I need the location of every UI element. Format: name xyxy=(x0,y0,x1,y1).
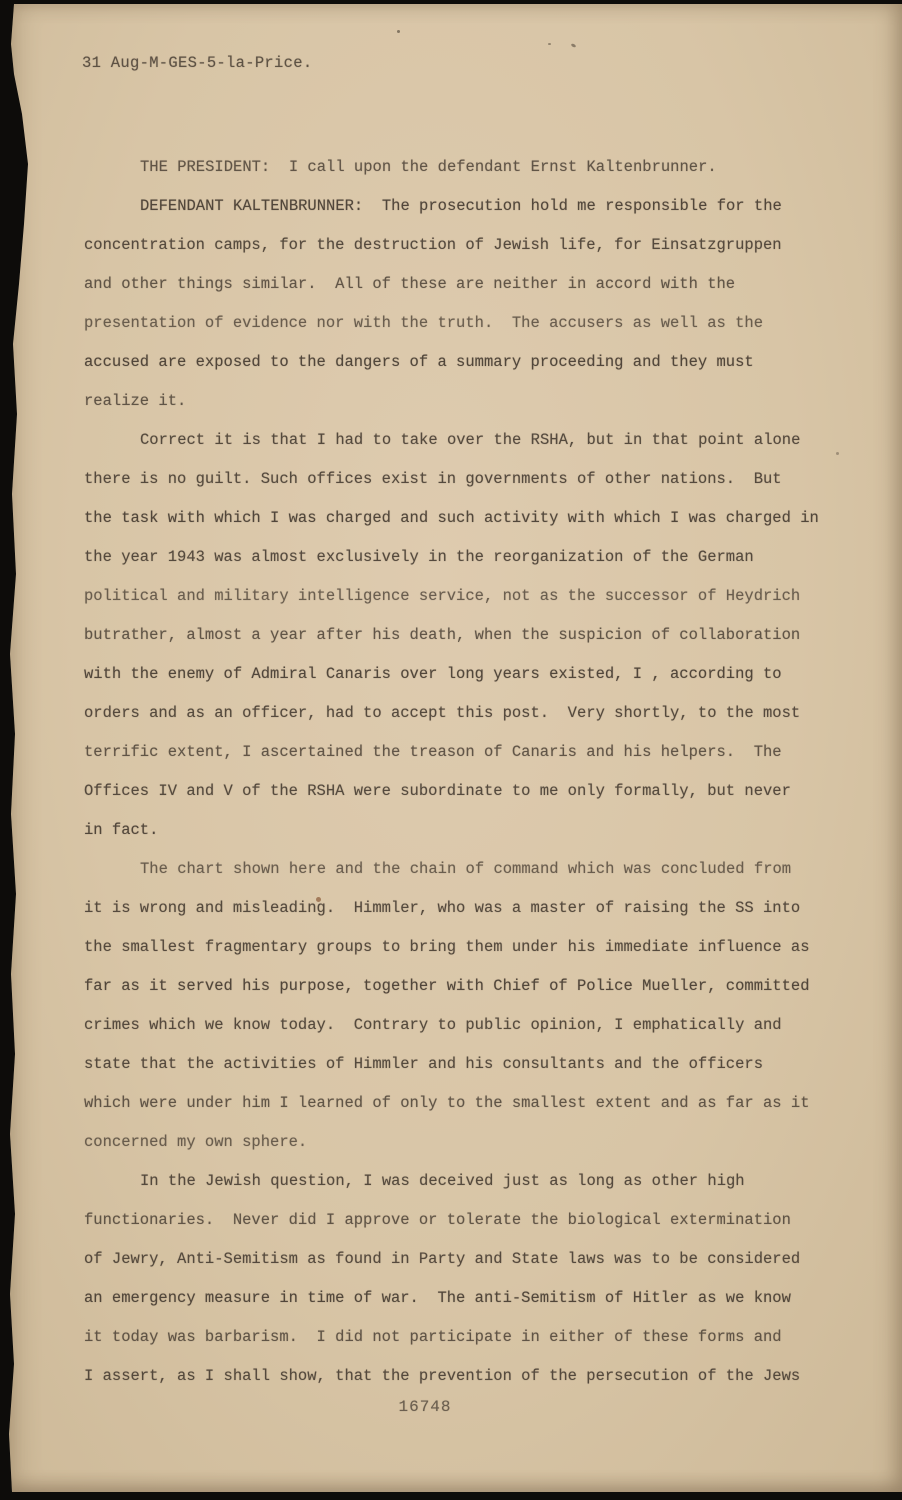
text-line: concentration camps, for the destruction of Jewish life, for Einsatzgruppen xyxy=(84,236,782,254)
document-body xyxy=(84,148,874,1396)
text-line: of Jewry, Anti-Semitism as found in Party and State laws was to be considered xyxy=(84,1250,801,1268)
text-line: orders and as an officer, had to accept this post. Very shortly, to the most xyxy=(84,704,801,722)
text-line: accused are exposed to the dangers of a summary proceeding and they must xyxy=(84,353,754,371)
text-line: it today was barbarism. I did not participate in either of these forms and xyxy=(84,1328,782,1346)
text-line: the smallest fragmentary groups to bring them under his immediate influence as xyxy=(84,938,810,956)
text-line: realize it. xyxy=(84,392,187,410)
text-line: state that the activities of Himmler and his consultants and the officers xyxy=(84,1055,764,1073)
text-line: political and military intelligence service, not as the successor of Heydrich xyxy=(84,587,801,605)
text-line: which were under him I learned of only to the smallest extent and as far as it xyxy=(84,1094,810,1112)
text-line: In the Jewish question, I was deceived just as long as other high xyxy=(140,1172,745,1190)
text-line: butrather, almost a year after his death, when the suspicion of collaboration xyxy=(84,626,801,644)
text-line: THE PRESIDENT: I call upon the defendant Ernst Kaltenbrunner. xyxy=(140,158,717,176)
text-line: functionaries. Never did I approve or tolerate the biological extermination xyxy=(84,1211,791,1229)
text-line: DEFENDANT KALTENBRUNNER: The prosecution hold me responsible for the xyxy=(140,197,782,215)
text-line: concerned my own sphere. xyxy=(84,1133,308,1151)
text-line: there is no guilt. Such offices exist in governments of other nations. But xyxy=(84,470,782,488)
text-line: in fact. xyxy=(84,821,159,839)
text-line: an emergency measure in time of war. The anti-Semitism of Hitler as we know xyxy=(84,1289,791,1307)
text-line: crimes which we know today. Contrary to public opinion, I emphatically and xyxy=(84,1016,782,1034)
text-line: Offices IV and V of the RSHA were subordinate to me only formally, but never xyxy=(84,782,791,800)
text-line: far as it served his purpose, together with Chief of Police Mueller, committed xyxy=(84,977,810,995)
text-line: the year 1943 was almost exclusively in the reorganization of the German xyxy=(84,548,754,566)
text-line: I assert, as I shall show, that the prevention of the persecution of the Jews xyxy=(84,1367,801,1385)
text-line: the task with which I was charged and such activity with which I was charged in xyxy=(84,509,819,527)
text-line: Correct it is that I had to take over the RSHA, but in that point alone xyxy=(140,431,801,449)
text-line: terrific extent, I ascertained the treason of Canaris and his helpers. The xyxy=(84,743,782,761)
page-number: 16748 xyxy=(398,1398,452,1416)
text-line: with the enemy of Admiral Canaris over long years existed, I , according to xyxy=(84,665,782,683)
text-line: The chart shown here and the chain of command which was concluded from xyxy=(140,860,792,878)
text-line: and other things similar. All of these are neither in accord with the xyxy=(84,275,736,293)
text-line: presentation of evidence nor with the truth. The accusers as well as the xyxy=(84,314,764,332)
doc-header-line: 31 Aug-M-GES-5-la-Price. xyxy=(82,54,313,72)
text-line: it is wrong and misleading. Himmler, who was a master of raising the SS into xyxy=(84,899,801,917)
